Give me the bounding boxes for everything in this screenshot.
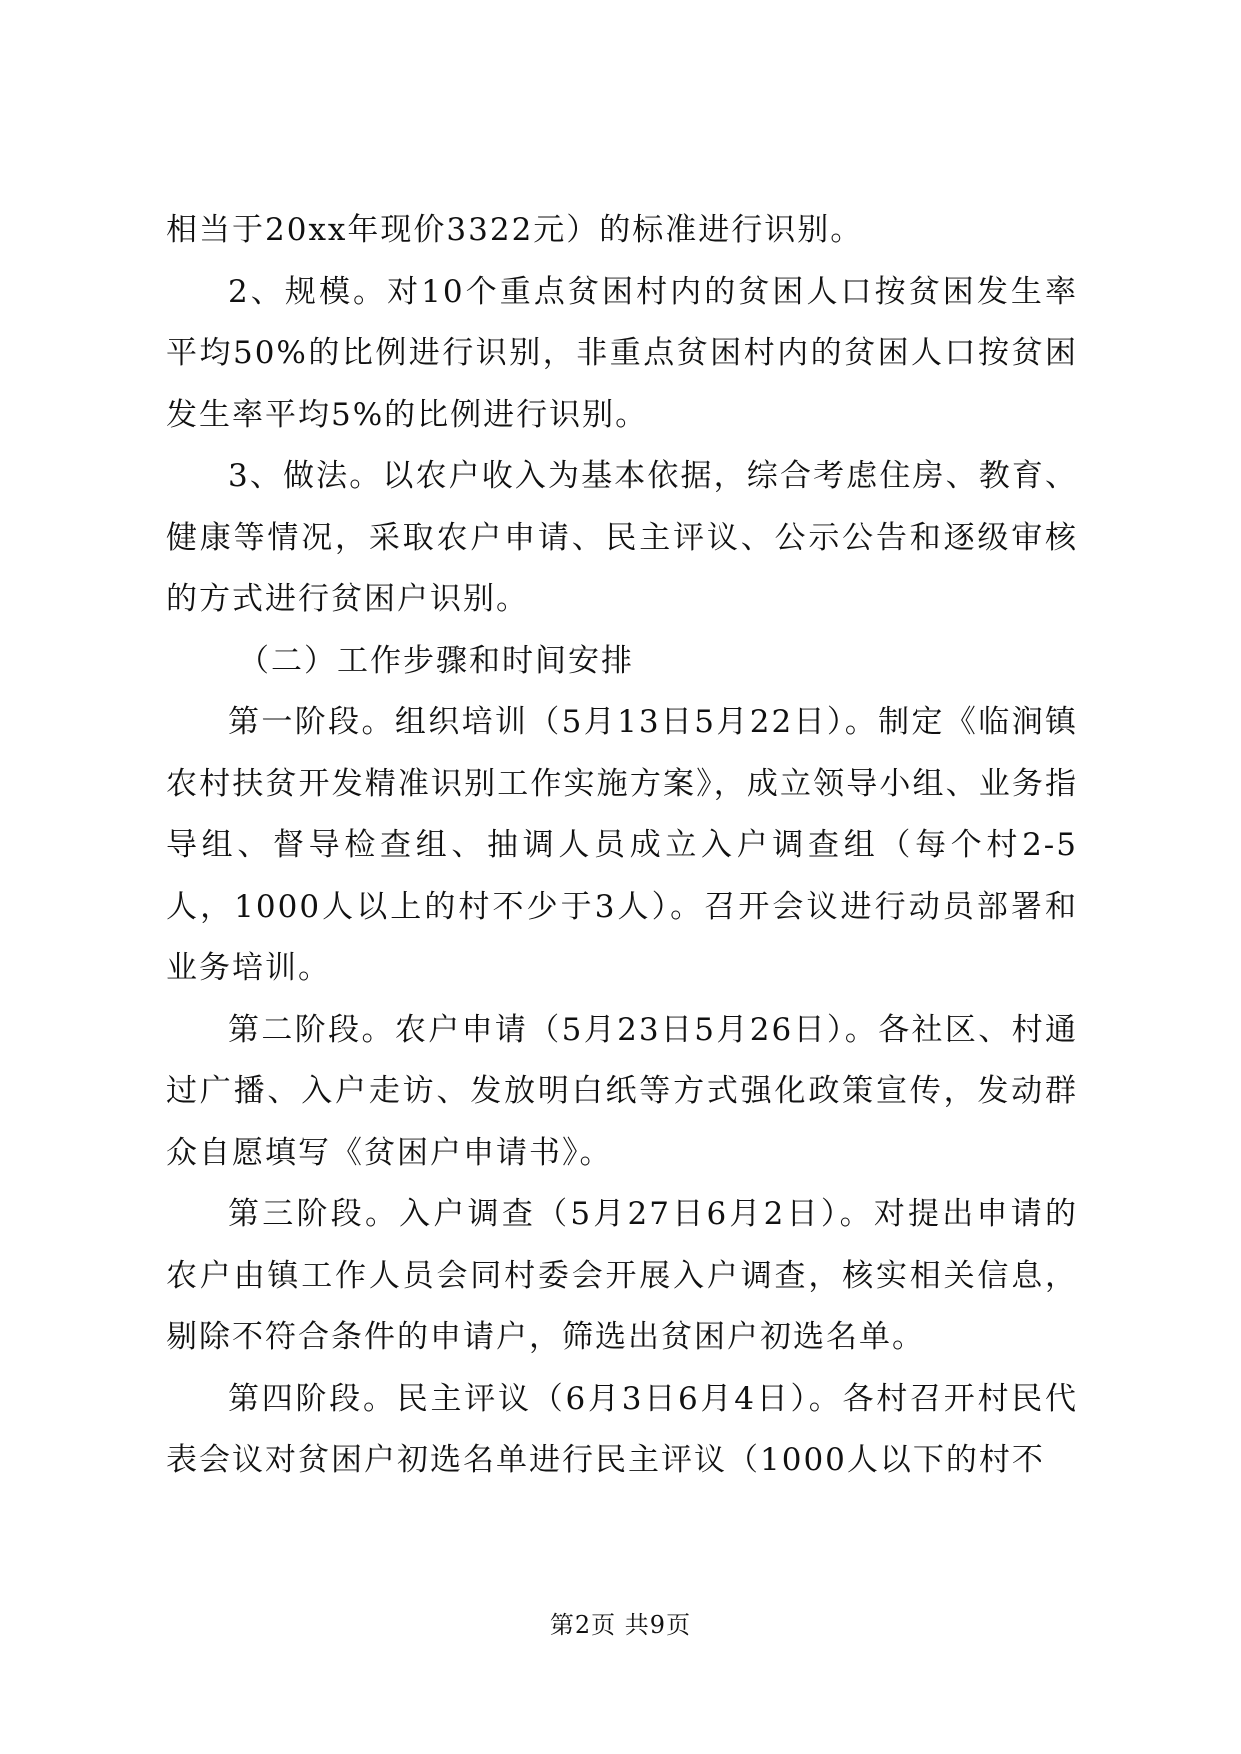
paragraph-scale: 2、规模。对10个重点贫困村内的贫困人口按贫困发生率平均50%的比例进行识别，非重点贫困村内的贫困人口按贫困发生率平均5%的比例进行识别。 bbox=[166, 273, 1078, 433]
paragraph-stage-4: 第四阶段。民主评议（6月3日6月4日）。各村召开村民代表会议对贫困户初选名单进行民主评议（1000人以下的村不 bbox=[166, 1380, 1078, 1478]
section-heading: （二）工作步骤和时间安排 bbox=[238, 642, 634, 679]
body-text bbox=[166, 200, 1078, 1492]
paragraph-stage-2: 第二阶段。农户申请（5月23日5月26日）。各社区、村通过广播、入户走访、发放明白纸等方式强化政策宣传，发动群众自愿填写《贫困户申请书》。 bbox=[166, 1011, 1078, 1171]
paragraph-continuation: 相当于20xx年现价3322元）的标准进行识别。 bbox=[166, 212, 864, 248]
paragraph-stage-1: 第一阶段。组织培训（5月13日5月22日）。制定《临涧镇农村扶贫开发精准识别工作实施方案》，成立领导小组、业务指导组、督导检查组、抽调人员成立入户调查组（每个村2-5人，1000人以上的村不少于3人）。召开会议进行动员部署和业务培训。 bbox=[166, 704, 1078, 986]
page-footer bbox=[0, 1610, 1241, 1640]
paragraph-method: 3、做法。以农户收入为基本依据，综合考虑住房、教育、健康等情况，采取农户申请、民主评议、公示公告和逐级审核的方式进行贫困户识别。 bbox=[166, 458, 1078, 617]
paragraph-stage-3: 第三阶段。入户调查（5月27日6月2日）。对提出申请的农户由镇工作人员会同村委会开展入户调查，核实相关信息，剔除不符合条件的申请户，筛选出贫困户初选名单。 bbox=[166, 1196, 1078, 1355]
page-number: 第2页 共9页 bbox=[549, 1611, 692, 1639]
